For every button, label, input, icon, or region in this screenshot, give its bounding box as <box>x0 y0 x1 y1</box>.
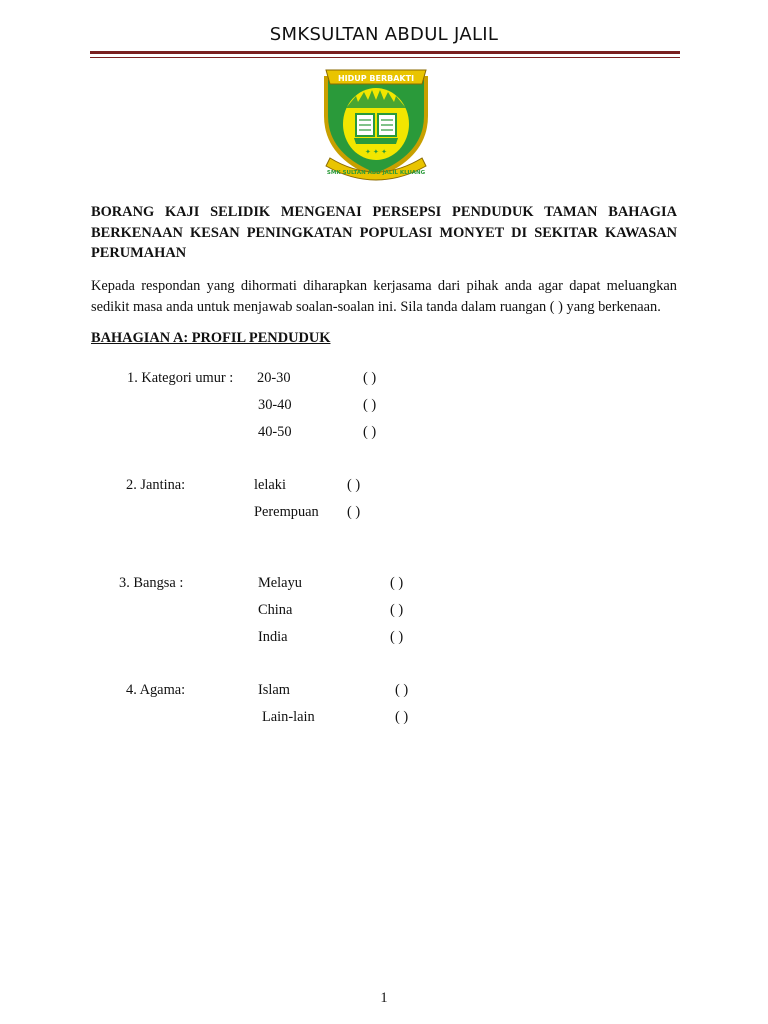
header-rule-thin <box>90 57 680 58</box>
q4-option-1: Islam <box>258 682 290 698</box>
q1-checkbox-1[interactable]: ( ) <box>363 370 377 386</box>
q2-option-2: Perempuan <box>254 504 319 520</box>
svg-text:✦ ✦ ✦: ✦ ✦ ✦ <box>364 148 388 156</box>
q3-option-1: Melayu <box>258 575 302 591</box>
school-crest-logo <box>316 66 436 186</box>
school-name-header: SMKSULTAN ABDUL JALIL <box>269 24 499 45</box>
survey-introduction: Kepada respondan yang dihormati diharapkan kerjasama dari pihak anda agar dapat meluangkan sedikit masa anda untuk menjawab soalan-soalan ini. Sila tanda dalam ruangan ( ) yang berkenaan. <box>91 278 677 315</box>
svg-text:HIDUP BERBAKTI: HIDUP BERBAKTI <box>337 74 415 83</box>
q3-checkbox-2[interactable]: ( ) <box>390 602 404 618</box>
q1-checkbox-3[interactable]: ( ) <box>363 424 377 440</box>
q4-option-2: Lain-lain <box>262 709 315 725</box>
q1-option-1: 20-30 <box>257 370 291 386</box>
q1-option-2: 30-40 <box>258 397 292 413</box>
q3-checkbox-1[interactable]: ( ) <box>390 575 404 591</box>
page-number: 1 <box>380 990 388 1006</box>
q3-option-3: India <box>258 629 288 645</box>
q2-option-1: lelaki <box>254 477 286 493</box>
q3-checkbox-3[interactable]: ( ) <box>390 629 404 645</box>
q1-label: 1. Kategori umur : <box>127 370 234 386</box>
q3-label: 3. Bangsa : <box>119 575 184 591</box>
q1-checkbox-2[interactable]: ( ) <box>363 397 377 413</box>
q2-checkbox-1[interactable]: ( ) <box>347 477 361 493</box>
q4-checkbox-1[interactable]: ( ) <box>395 682 409 698</box>
q3-option-2: China <box>258 602 293 618</box>
q2-checkbox-2[interactable]: ( ) <box>347 504 361 520</box>
q2-label: 2. Jantina: <box>126 477 186 493</box>
q1-option-3: 40-50 <box>258 424 292 440</box>
svg-text:SMK SULTAN ABD JALIL KLUANG: SMK SULTAN ABD JALIL KLUANG <box>326 170 426 176</box>
section-a-heading: BAHAGIAN A: PROFIL PENDUDUK <box>91 330 331 346</box>
q4-label: 4. Agama: <box>126 682 186 698</box>
header-rule-thick <box>90 51 680 54</box>
survey-title: BORANG KAJI SELIDIK MENGENAI PERSEPSI PENDUDUK TAMAN BAHAGIA BERKENAAN KESAN PENINGKATAN POPULASI MONYET DI SEKITAR KAWASAN PERUMAHAN <box>91 204 677 261</box>
q4-checkbox-2[interactable]: ( ) <box>395 709 409 725</box>
